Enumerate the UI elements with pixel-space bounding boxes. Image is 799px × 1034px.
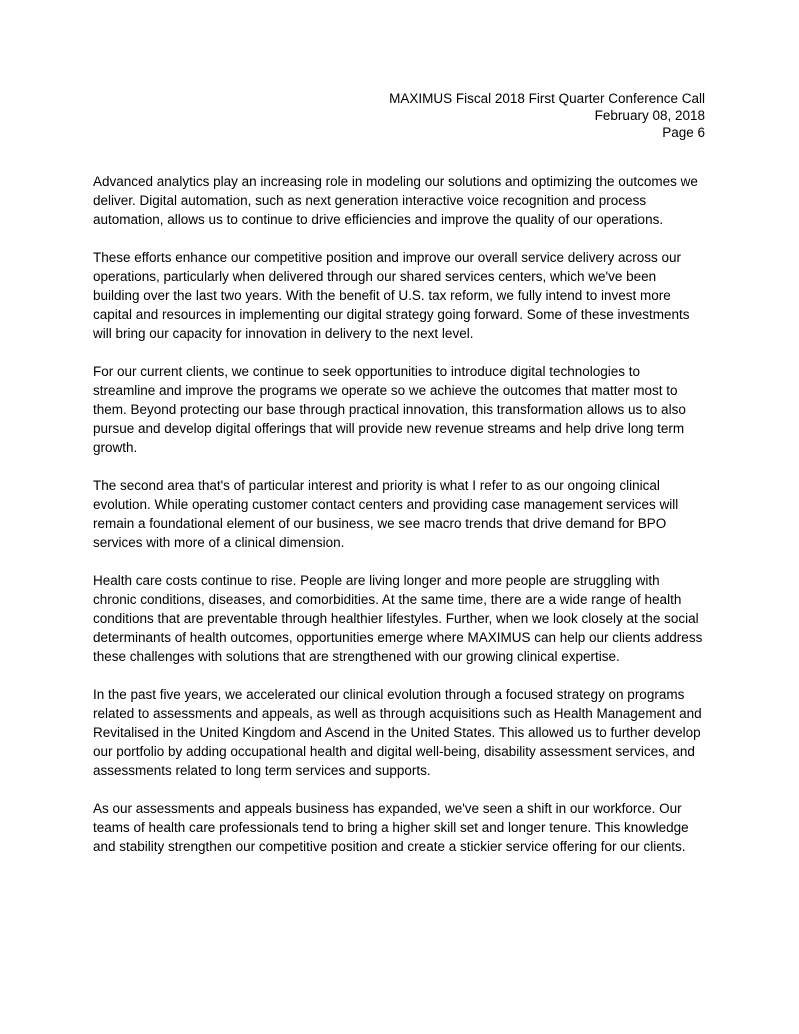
paragraph: Advanced analytics play an increasing role in modeling our solutions and optimizing the outcomes we deliver. Digital automation, such as next generation interactive voice recognition and process automation, allows us to continue to drive efficiencies and improve the quality of our operations. [93,174,698,227]
paragraph: For our current clients, we continue to seek opportunities to introduce digital technologies to streamline and improve the programs we operate so we achieve the outcomes that matter most to them. Beyond protecting our base through practical innovation, this transformation allows us to also pursue and develop digital offerings that will provide new revenue streams and help drive long term growth. [93,364,686,455]
paragraph: In the past five years, we accelerated our clinical evolution through a focused strategy on programs related to assessments and appeals, as well as through acquisitions such as Health Management and Revitalised in the United Kingdom and Ascend in the United States. This allowed us to further develop our portfolio by adding occupational health and digital well-being, disability assessment services, and assessments related to long term services and supports. [93,687,702,778]
document-body [93,172,706,875]
paragraph: These efforts enhance our competitive position and improve our overall service delivery across our operations, particularly when delivered through our shared services centers, which we've been building over the last two years. With the benefit of U.S. tax reform, we fully intend to invest more capital and resources in implementing our digital strategy going forward. Some of these investments will bring our capacity for innovation in delivery to the next level. [93,250,690,341]
header-page-number: Page 6 [662,125,705,140]
header-date: February 08, 2018 [594,108,705,123]
paragraph: Health care costs continue to rise. People are living longer and more people are struggling with chronic conditions, diseases, and comorbidities. At the same time, there are a wide range of health conditions that are preventable through healthier lifestyles. Further, when we look closely at the social determinants of health outcomes, opportunities emerge where MAXIMUS can help our clients address these challenges with solutions that are strengthened with our growing clinical expertise. [93,573,703,664]
paragraph: As our assessments and appeals business has expanded, we've seen a shift in our workforce. Our teams of health care professionals tend to bring a higher skill set and longer tenure. This knowledge and stability strengthen our competitive position and create a stickier service offering for our clients. [93,801,689,854]
header-title: MAXIMUS Fiscal 2018 First Quarter Conference Call [389,91,705,106]
page-header [389,90,705,141]
paragraph: The second area that's of particular interest and priority is what I refer to as our ongoing clinical evolution. While operating customer contact centers and providing case management services will remain a foundational element of our business, we see macro trends that drive demand for BPO services with more of a clinical dimension. [93,478,679,550]
